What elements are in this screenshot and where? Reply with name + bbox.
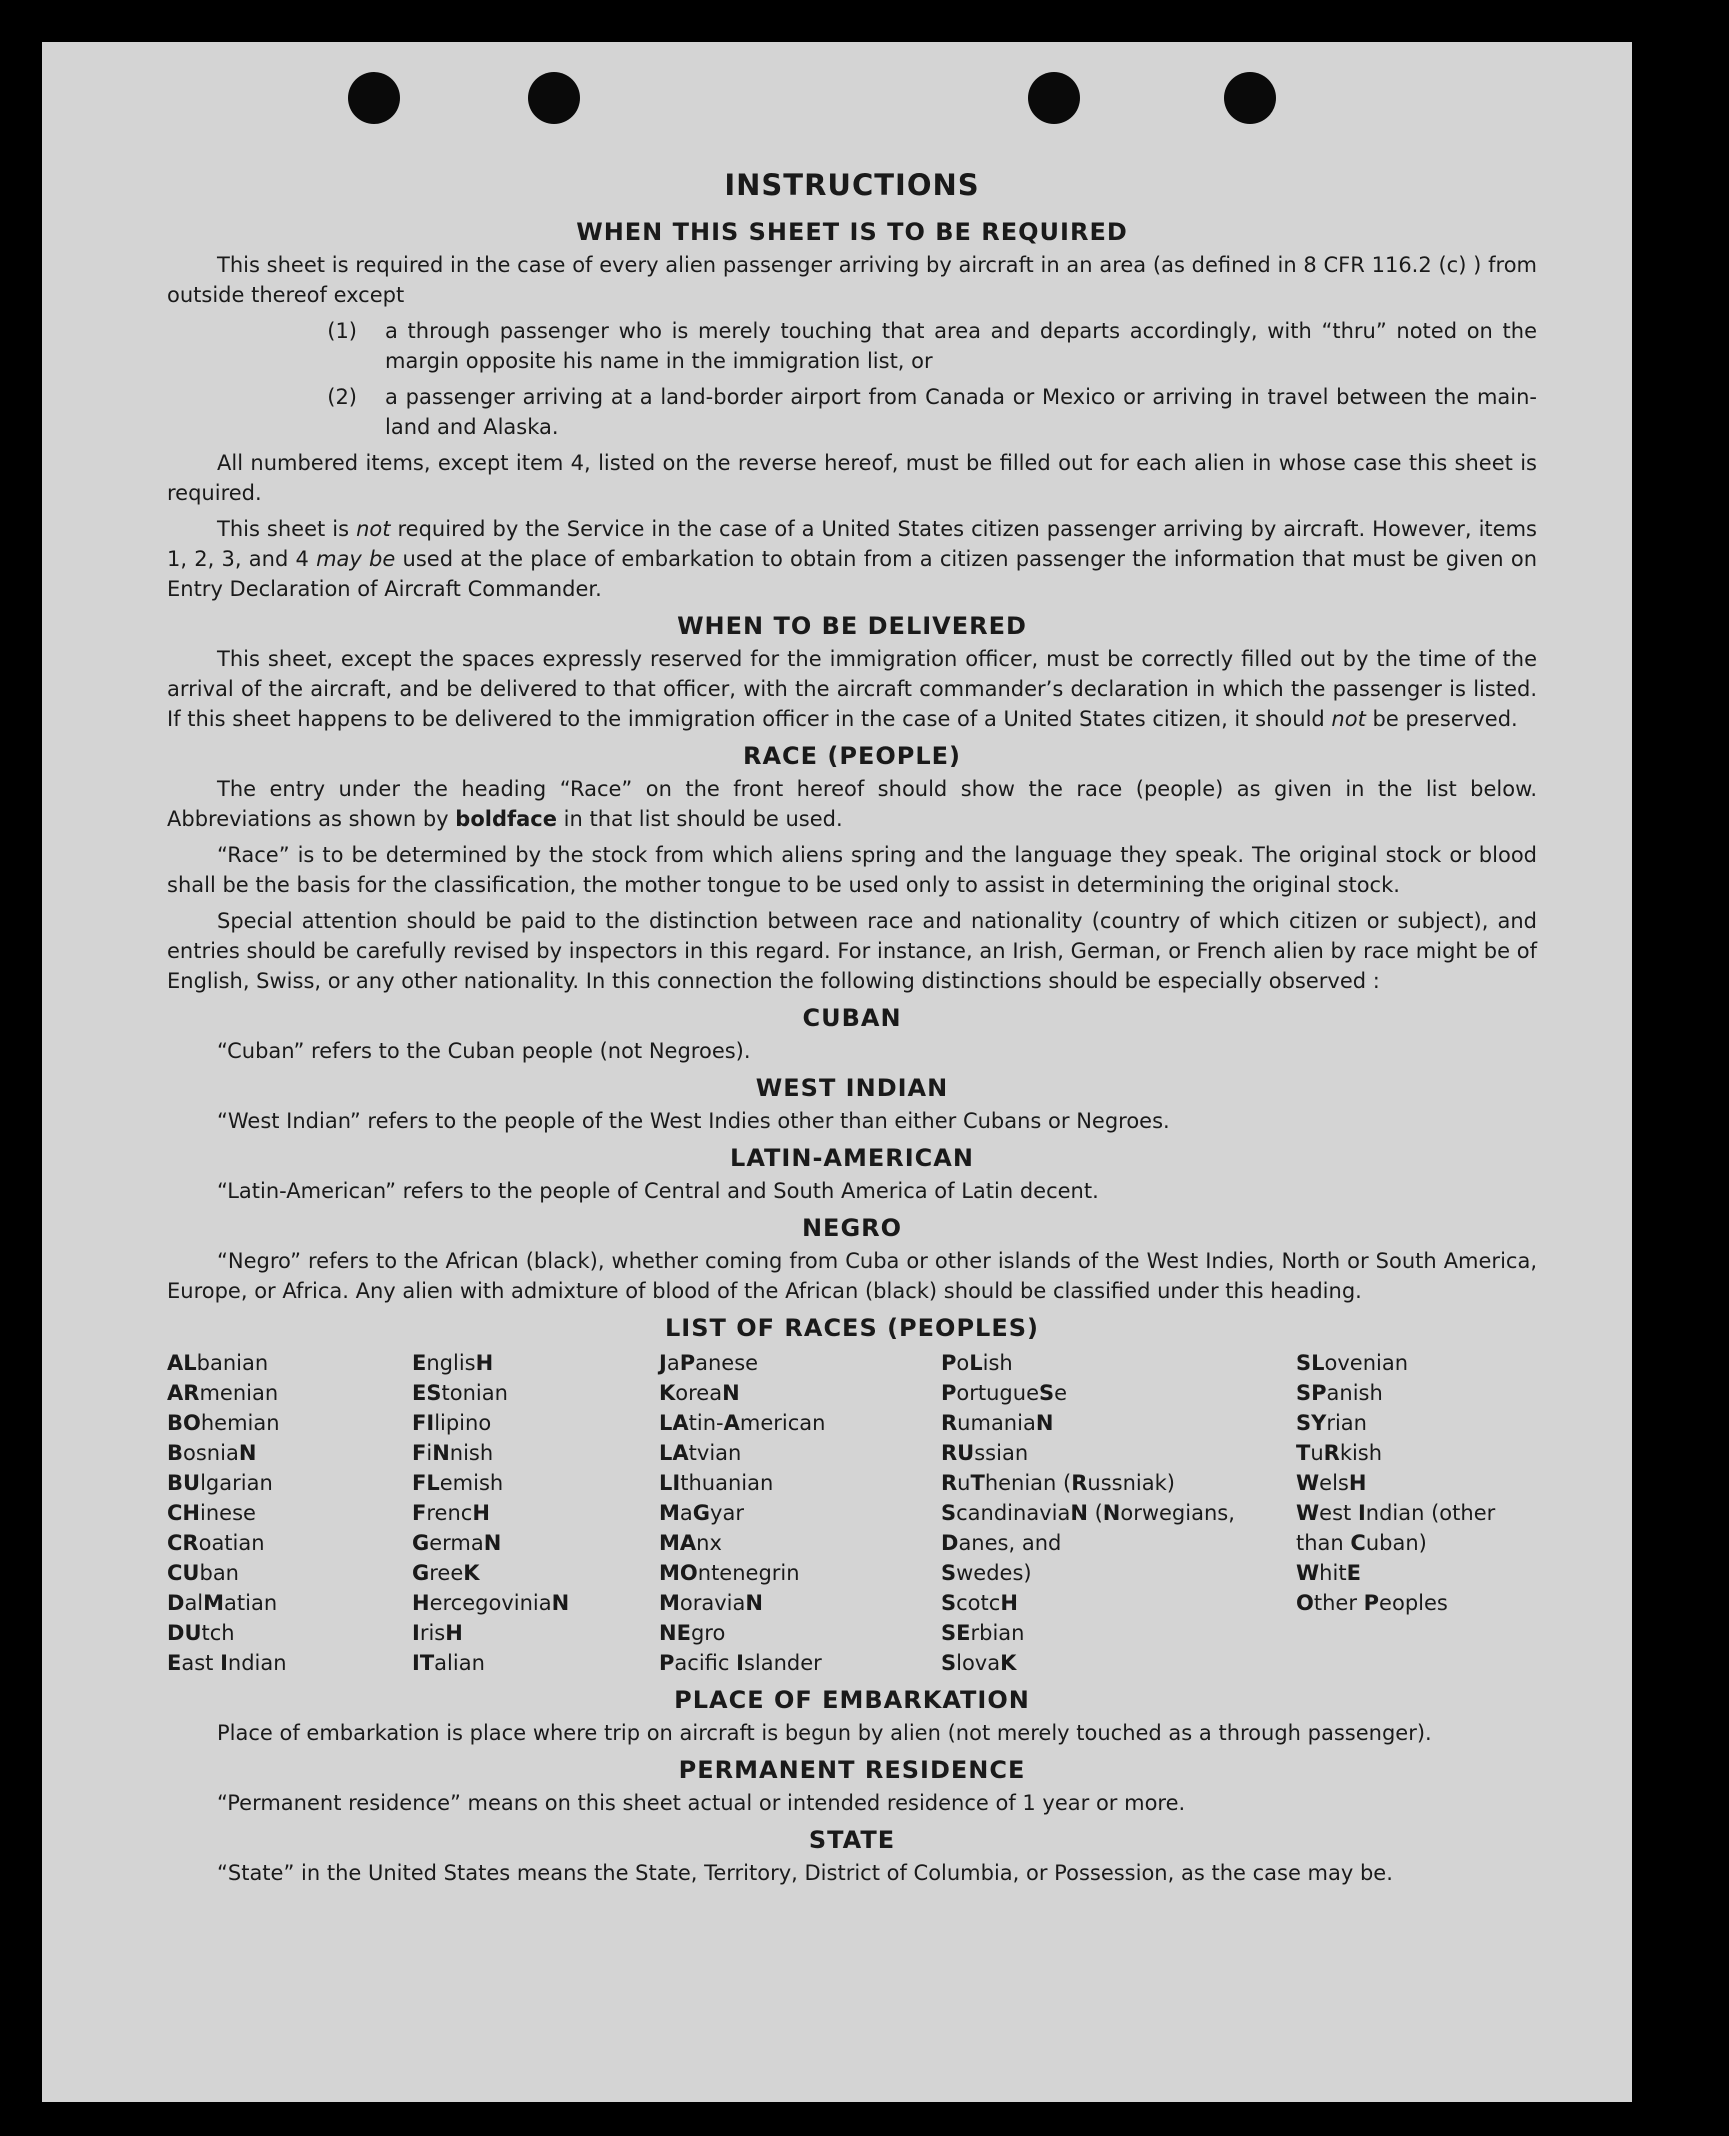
race-paragraph-3: Special attention should be paid to the distinction between race and nationality (country of which citizen or subject), and entries should be carefully revised by inspectors in this regard. For instance, an Irish, German, or French alien by race might be of English, Swiss, or any other nationality. In this connection the following distinctions should be especially observed :	[167, 909, 1537, 993]
race-entry: RuThenian (Russniak)	[941, 1471, 1175, 1495]
cuban-text: “Cuban” refers to the Cuban people (not Negroes).	[217, 1039, 751, 1063]
race-entry: SErbian	[941, 1621, 1025, 1645]
heading-when-delivered: WHEN TO BE DELIVERED	[677, 612, 1027, 640]
race-entry: ARmenian	[167, 1381, 279, 1405]
race-entry: Danes, and	[941, 1531, 1062, 1555]
punch-hole	[1028, 72, 1080, 124]
bold-boldface: boldface	[455, 807, 557, 831]
race-entry: Pacific Islander	[659, 1651, 822, 1675]
west-indian-text: “West Indian” refers to the people of the West Indies other than either Cubans or Negroes.	[217, 1109, 1170, 1133]
race-entry: HercegoviniaN	[412, 1591, 570, 1615]
exception-item	[167, 382, 1537, 442]
heading-list-of-races: LIST OF RACES (PEOPLES)	[665, 1314, 1039, 1342]
races-column	[941, 1348, 1296, 1678]
race-entry: FrencH	[412, 1501, 490, 1525]
page-title: INSTRUCTIONS	[724, 168, 980, 202]
race-entry: FIlipino	[412, 1411, 492, 1435]
punch-hole	[528, 72, 580, 124]
punch-hole	[1224, 72, 1276, 124]
heading-cuban: CUBAN	[802, 1004, 902, 1032]
heading-place-of-embarkation: PLACE OF EMBARKATION	[674, 1686, 1030, 1714]
document-page	[42, 42, 1632, 2102]
heading-latin-american: LATIN-AMERICAN	[730, 1144, 974, 1172]
race-entry: KoreaN	[659, 1381, 740, 1405]
latin-american-text: “Latin-American” refers to the people of Central and South America of Latin decent.	[217, 1179, 1099, 1203]
race-entry: MaGyar	[659, 1501, 744, 1525]
race-entry: BosniaN	[167, 1441, 257, 1465]
race-entry: DUtch	[167, 1621, 235, 1645]
race-entry: SPanish	[1296, 1381, 1383, 1405]
heading-when-required: WHEN THIS SHEET IS TO BE REQUIRED	[576, 218, 1128, 246]
race-entry: DalMatian	[167, 1591, 278, 1615]
race-entry: LAtvian	[659, 1441, 742, 1465]
race-entry: TuRkish	[1296, 1441, 1383, 1465]
race-entry: FLemish	[412, 1471, 504, 1495]
heading-state: STATE	[808, 1826, 896, 1854]
delivered-paragraph	[167, 644, 1537, 734]
race-entry: BOhemian	[167, 1411, 280, 1435]
race-entry: RUssian	[941, 1441, 1029, 1465]
text-run: in that list should be used.	[556, 807, 843, 831]
instructions-content	[167, 166, 1537, 1894]
when-required-intro: This sheet is required in the case of every alien passenger arriving by aircraft in an area (as defined in 8 CFR 116.2 (c) ) from outside thereof except	[167, 253, 1537, 307]
race-entry: GermaN	[412, 1531, 502, 1555]
race-entry: West Indian (other	[1296, 1501, 1496, 1525]
race-entry: WelsH	[1296, 1471, 1367, 1495]
races-column	[412, 1348, 659, 1678]
exception-number: (1)	[327, 319, 357, 343]
text-run: The entry under the heading “Race” on the front hereof should show the race (people) as given in the list below. Abbreviations as shown by	[167, 777, 1537, 831]
race-paragraph-2: “Race” is to be determined by the stock from which aliens spring and the language they speak. The original stock or blood shall be the basis for the classification, the mother tongue to be used only to assist in determining the original stock.	[167, 843, 1537, 897]
place-of-embarkation-text: Place of embarkation is place where trip on aircraft is begun by alien (not merely touched as a through passenger).	[217, 1721, 1432, 1745]
state-text: “State” in the United States means the State, Territory, District of Columbia, or Possession, as the case may be.	[217, 1861, 1393, 1885]
races-column	[659, 1348, 941, 1678]
heading-permanent-residence: PERMANENT RESIDENCE	[678, 1756, 1026, 1784]
race-entry: PortugueSe	[941, 1381, 1068, 1405]
race-entry: EnglisH	[412, 1351, 494, 1375]
race-entry: Other Peoples	[1296, 1591, 1448, 1615]
italic-may-be: may be	[316, 547, 396, 571]
text-run: used at the place of embarkation to obtain from a citizen passenger the information that must be given on Entry Declaration of Aircraft Commander.	[167, 547, 1537, 601]
negro-text: “Negro” refers to the African (black), whether coming from Cuba or other islands of the West Indies, North or South America, Europe, or Africa. Any alien with admixture of blood of the African (black) should be classified under this heading.	[167, 1249, 1537, 1303]
race-entry: ScandinaviaN (Norwegians,	[941, 1501, 1235, 1525]
exception-item	[167, 316, 1537, 376]
race-entry: SlovaK	[941, 1651, 1017, 1675]
race-entry: CHinese	[167, 1501, 256, 1525]
race-entry: JaPanese	[659, 1351, 759, 1375]
exception-number: (2)	[327, 385, 357, 409]
race-entry: ALbanian	[167, 1351, 269, 1375]
italic-not: not	[356, 517, 391, 541]
heading-negro: NEGRO	[801, 1214, 903, 1242]
races-list	[167, 1348, 1537, 1678]
text-run: required by the Service in the case of a United States citizen passenger arriving by aircraft. However, items 1, 2, 3, and 4	[167, 517, 1537, 571]
races-column	[167, 1348, 412, 1678]
race-entry: PoLish	[941, 1351, 1013, 1375]
race-entry: SLovenian	[1296, 1351, 1409, 1375]
race-entry: GreeK	[412, 1561, 480, 1585]
text-run: This sheet, except the spaces expressly reserved for the immigration officer, must be correctly filled out by the time of the arrival of the aircraft, and be delivered to that officer, with the aircraft commander’s declaration in which the passenger is listed. If this sheet happens to be delivered to the immigration officer in the case of a United States citizen, it should	[167, 647, 1537, 731]
race-entry: SYrian	[1296, 1411, 1367, 1435]
text-run: This sheet is	[217, 517, 357, 541]
race-entry: CRoatian	[167, 1531, 265, 1555]
race-entry: LAtin-American	[659, 1411, 826, 1435]
heading-west-indian: WEST INDIAN	[755, 1074, 949, 1102]
italic-not: not	[1331, 707, 1366, 731]
citizen-paragraph	[167, 514, 1537, 604]
races-column	[1296, 1348, 1536, 1678]
race-entry: CUban	[167, 1561, 239, 1585]
race-entry: NEgro	[659, 1621, 726, 1645]
exception-text: a passenger arriving at a land-border airport from Canada or Mexico or arriving in travel between the main-land and Alaska.	[385, 385, 1537, 439]
race-entry: ITalian	[412, 1651, 485, 1675]
punch-hole	[348, 72, 400, 124]
race-entry: IrisH	[412, 1621, 463, 1645]
race-entry: RumaniaN	[941, 1411, 1054, 1435]
permanent-residence-text: “Permanent residence” means on this sheet actual or intended residence of 1 year or more.	[217, 1791, 1186, 1815]
race-entry: WhitE	[1296, 1561, 1361, 1585]
race-entry: East Indian	[167, 1651, 287, 1675]
race-entry: than Cuban)	[1296, 1531, 1427, 1555]
numbered-items-paragraph: All numbered items, except item 4, listed on the reverse hereof, must be filled out for each alien in whose case this sheet is required.	[167, 451, 1537, 505]
text-run: be preserved.	[1365, 707, 1518, 731]
race-entry: BUlgarian	[167, 1471, 273, 1495]
race-entry: MAnx	[659, 1531, 722, 1555]
race-entry: MOntenegrin	[659, 1561, 800, 1585]
race-entry: ScotcH	[941, 1591, 1018, 1615]
race-entry: EStonian	[412, 1381, 508, 1405]
race-entry: FiNnish	[412, 1441, 494, 1465]
race-paragraph-1	[167, 774, 1537, 834]
heading-race: RACE (PEOPLE)	[742, 742, 962, 770]
race-entry: Swedes)	[941, 1561, 1032, 1585]
exception-text: a through passenger who is merely touching that area and departs accordingly, with “thru” noted on the margin opposite his name in the immigration list, or	[385, 319, 1537, 373]
race-entry: MoraviaN	[659, 1591, 763, 1615]
race-entry: LIthuanian	[659, 1471, 774, 1495]
